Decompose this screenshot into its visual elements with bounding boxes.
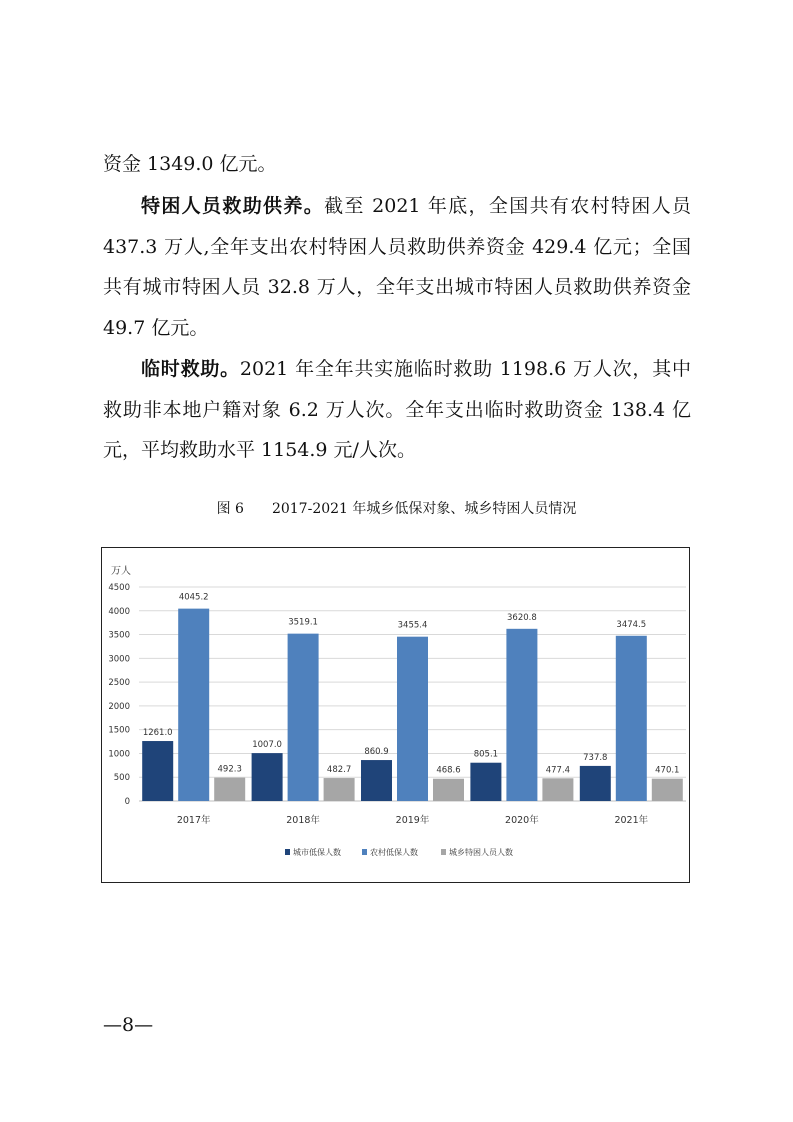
paragraph-body-temporary-assistance: 2021 年全年共实施临时救助 1198.6 万人次，其中救助非本地户籍对象 6.2 万人次。全年支出临时救助资金 138.4 亿元，平均救助水平 1154.9 元/人次。 [103,358,691,461]
figure-title: 2017-2021 年城乡低保对象、城乡特困人员情况 [271,501,577,517]
data-label: 3455.4 [397,620,428,631]
legend-label: 城市低保人数 [293,848,341,857]
y-tick-label: 1000 [108,749,130,760]
data-label: 1007.0 [252,740,282,751]
data-label: 477.4 [545,765,571,776]
y-tick-label: 4500 [108,583,130,593]
bar-农村低保人数-2021年 [616,636,647,801]
data-label: 3519.1 [288,617,318,628]
bar-城市低保人数-2018年 [252,753,283,801]
bar-城市低保人数-2020年 [470,763,501,801]
bar-城乡特困人员人数-2017年 [214,778,245,801]
legend-swatch-城市低保人数 [285,849,290,855]
data-label: 3620.8 [507,612,537,623]
data-label: 492.3 [217,764,242,775]
y-axis-unit-label: 万人 [111,566,131,577]
section-heading-special-hardship: 特困人员救助供养。 [141,195,325,217]
data-label: 470.1 [655,765,680,776]
bar-农村低保人数-2018年 [288,634,319,801]
chart-frame [101,547,690,883]
section-heading-temporary-assistance: 临时救助。 [141,358,240,380]
y-tick-label: 3500 [108,630,130,641]
bar-城市低保人数-2021年 [580,766,611,801]
figure-caption [0,499,793,519]
y-tick-label: 1500 [108,725,130,736]
x-tick-label: 2017年 [176,815,211,826]
legend-swatch-城乡特困人员人数 [441,849,446,855]
legend-swatch-农村低保人数 [362,849,367,855]
data-label: 737.8 [583,752,608,763]
y-tick-label: 4000 [108,606,130,617]
y-tick-label: 2000 [108,701,130,712]
data-label: 860.9 [364,747,389,758]
bar-农村低保人数-2020年 [506,629,537,801]
bar-农村低保人数-2019年 [397,637,428,801]
bar-城市低保人数-2019年 [361,760,392,801]
paragraph-body-special-hardship: 截至 2021 年底，全国共有农村特困人员 437.3 万人,全年支出农村特困人员救助供养资金 429.4 亿元；全国共有城市特困人员 32.8 万人，全年支出城市特困人员救助供养资金 49.7 亿元。 [103,195,691,339]
bar-城乡特困人员人数-2020年 [542,778,573,801]
data-label: 3474.5 [616,619,647,630]
x-tick-label: 2021年 [614,815,649,826]
x-tick-label: 2019年 [395,815,430,826]
data-label: 805.1 [473,749,499,760]
page-number: —8— [103,1014,154,1036]
data-label: 1261.0 [142,728,173,739]
legend-label: 农村低保人数 [370,848,418,857]
paragraph-funds-end: 资金 1349.0 亿元。 [103,153,277,175]
legend-label: 城乡特困人员人数 [449,848,513,857]
bar-chart [102,548,688,881]
data-label: 482.7 [326,765,352,776]
data-label: 4045.2 [178,592,209,603]
y-tick-label: 500 [113,773,130,784]
data-label: 468.6 [436,765,461,776]
x-tick-label: 2018年 [286,815,320,826]
y-tick-label: 2500 [108,678,130,689]
paragraph-special-hardship [103,186,691,348]
bar-城乡特困人员人数-2019年 [433,779,464,801]
paragraph-temporary-assistance [103,349,691,471]
bar-农村低保人数-2017年 [178,609,209,801]
bar-城乡特困人员人数-2018年 [324,778,355,801]
y-tick-label: 0 [124,797,130,807]
x-tick-label: 2020年 [505,815,539,826]
bar-城市低保人数-2017年 [142,741,173,801]
bar-城乡特困人员人数-2021年 [652,779,683,801]
figure-number: 图 6 [216,501,244,517]
y-tick-label: 3000 [108,654,130,665]
